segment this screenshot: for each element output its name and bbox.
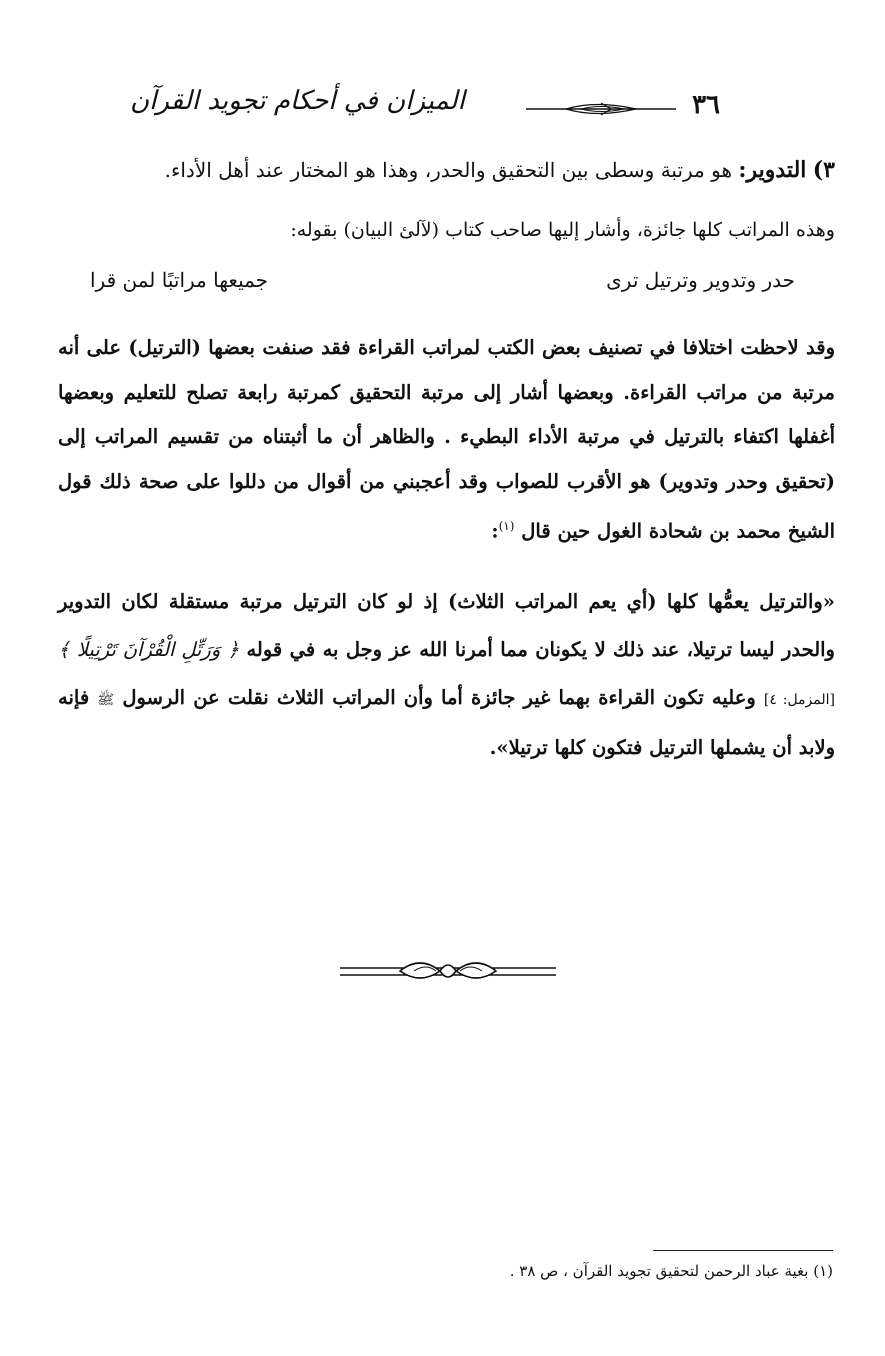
item-text: هو مرتبة وسطى بين التحقيق والحدر، وهذا هو المختار عند أهل الأداء. xyxy=(164,158,733,182)
quote-part-1: «والترتيل يعمُّها كلها (أي يعم المراتب الثلاث) إذ لو كان الترتيل مرتبة مستقلة لكان التدوير والحدر ليسا ترتيلا، عند ذلك لا يكونان مما أمرنا الله عز وجل به في قوله xyxy=(58,590,835,661)
footnote-reference[interactable]: (١) xyxy=(498,519,515,533)
main-paragraph-text: وقد لاحظت اختلافا في تصنيف بعض الكتب لمراتب القراءة فقد صنفت بعضها (الترتيل) على أنه مرتبة من مراتب القراءة. وبعضها أشار إلى مرتبة التحقيق كمرتبة رابعة تصلح للتعليم وبعضها أغفلها اكتفاء بالترتيل في مرتبة الأداء البطيء . والظاهر أن ما أثبتناه من تقسيم المراتب إلى (تحقيق وحدر وتدوير) هو الأقرب للصواب وقد أعجبني من أقوال من دللوا على صحة ذلك قول الشيخ محمد بن شحادة الغول حين قال xyxy=(58,336,835,543)
poem-verse xyxy=(90,268,795,308)
header-line-ornament xyxy=(526,98,676,120)
verse-second-hemistich: جميعها مراتبًا لمن قرا xyxy=(90,268,269,292)
verse-first-hemistich: حدر وتدوير وترتيل ترى xyxy=(606,268,795,292)
quran-reference: [المزمل: ٤] xyxy=(763,692,835,708)
page-number: ٣٦ xyxy=(692,90,720,120)
quran-bracket-close: ﴾ xyxy=(58,638,70,661)
item-number: ٣) xyxy=(812,157,835,183)
intro-paragraph: وهذه المراتب كلها جائزة، وأشار إليها صاحب كتاب (لآلئ البيان) بقوله: xyxy=(290,219,835,241)
main-paragraph xyxy=(58,326,835,554)
footnote-divider xyxy=(653,1250,833,1251)
page-header xyxy=(130,86,720,136)
quran-bracket-open: ﴿ xyxy=(227,638,240,661)
salawat-symbol: ﷺ xyxy=(97,692,115,708)
quote-part-2: وعليه تكون القراءة بهما غير جائزة أما وأن المراتب الثلاث نقلت عن الرسول xyxy=(122,686,756,709)
running-title: الميزان في أحكام تجويد القرآن xyxy=(130,86,465,116)
item-term: التدوير: xyxy=(738,157,807,183)
quote-part-3: فإنه ولابد أن يشملها الترتيل فتكون كلها ترتيلا». xyxy=(58,686,835,759)
quote-paragraph xyxy=(58,578,835,772)
main-paragraph-end: : xyxy=(491,519,499,543)
quran-verse: وَرَتِّلِ الْقُرْآنَ تَرْتِيلًا xyxy=(76,638,221,661)
section-end-ornament xyxy=(340,955,556,989)
footnote: (١) بغية عباد الرحمن لتحقيق تجويد القرآن ، ص ٣٨ . xyxy=(509,1262,833,1280)
item-tadweer xyxy=(58,150,835,190)
